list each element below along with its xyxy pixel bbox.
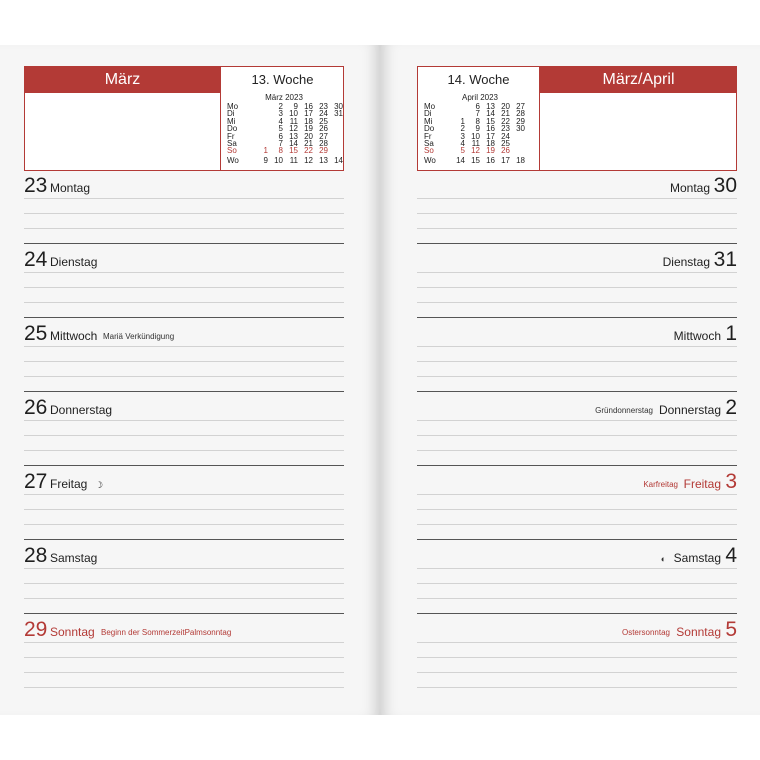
writing-line — [24, 568, 344, 569]
writing-line — [24, 213, 344, 214]
day-block — [417, 469, 737, 543]
mini-calendar-date — [253, 110, 268, 117]
mini-calendar-date: 19 — [304, 124, 313, 134]
mini-calendar-weekday: Sa — [424, 139, 434, 149]
mini-calendar-date — [328, 147, 343, 154]
writing-line — [24, 642, 344, 643]
day-separator — [24, 243, 344, 244]
day-block — [24, 395, 344, 469]
mini-calendar-date: 19 — [486, 146, 495, 156]
weekday-name: Mittwoch — [50, 329, 98, 343]
mini-calendar-date: 29 — [516, 116, 525, 126]
writing-line — [417, 213, 737, 214]
left-month-band: März — [25, 67, 220, 93]
mini-calendar-date: 23 — [319, 102, 328, 111]
mini-calendar-date: 3 — [278, 109, 283, 119]
day-block — [417, 395, 737, 469]
day-note: Karfreitag — [643, 480, 678, 489]
day-separator — [417, 391, 737, 392]
mini-calendar-date: 26 — [319, 124, 328, 134]
mini-calendar-date — [328, 125, 343, 132]
mini-calendar-weekday: Do — [227, 124, 238, 134]
mini-calendar-date: 16 — [304, 102, 313, 111]
mini-calendar-date: 7 — [475, 109, 480, 119]
mini-calendar-date — [328, 118, 343, 125]
day-block — [24, 469, 344, 543]
mini-calendar-date: 18 — [486, 139, 495, 149]
day-number: 30 — [713, 174, 737, 197]
mini-calendar-date: 30 — [516, 124, 525, 134]
mini-calendar-date: 31 — [334, 109, 343, 119]
mini-calendar-date: 17 — [486, 131, 495, 141]
mini-calendar-week-number: 11 — [289, 155, 298, 165]
writing-line — [417, 687, 737, 688]
mini-calendar-week-number: 17 — [501, 155, 510, 165]
mini-calendar-date: 1 — [460, 116, 465, 126]
mini-calendar-date: 27 — [319, 131, 328, 141]
day-number: 4 — [725, 544, 737, 567]
day-number: 25 — [24, 322, 48, 345]
mini-calendar-week-row — [422, 155, 525, 164]
mini-calendar-date — [328, 140, 343, 147]
day-note: Ostersonntag — [621, 628, 670, 637]
writing-line — [24, 524, 344, 525]
left-header — [24, 66, 344, 171]
mini-calendar-date: 6 — [475, 102, 480, 111]
writing-line — [417, 672, 737, 673]
mini-calendar-date: 4 — [278, 116, 283, 126]
mini-calendar-date: 1 — [263, 146, 268, 156]
moon-phase-icon: ☽ — [95, 480, 104, 490]
day-number: 27 — [24, 470, 48, 493]
mini-calendar-week-number: 10 — [274, 155, 283, 165]
mini-calendar-row — [225, 147, 343, 154]
mini-calendar-week-number: 14 — [456, 155, 465, 165]
writing-line — [24, 272, 344, 273]
mini-calendar-date: 12 — [289, 124, 298, 134]
day-number: 31 — [713, 248, 737, 271]
mini-calendar-date: 30 — [334, 102, 343, 111]
mini-calendar-date: 16 — [486, 124, 495, 134]
day-block — [24, 173, 344, 247]
mini-calendar-date — [450, 103, 465, 110]
mini-calendar-date: 5 — [460, 146, 465, 156]
mini-calendar-date: 18 — [304, 116, 313, 126]
mini-calendar-week-number: 18 — [516, 155, 525, 165]
writing-line — [24, 657, 344, 658]
day-number: 24 — [24, 248, 48, 271]
right-page — [380, 45, 760, 715]
day-separator — [417, 317, 737, 318]
mini-calendar-date: 15 — [486, 116, 495, 126]
mini-calendar-weekday: Mi — [227, 116, 236, 126]
mini-calendar-date: 23 — [501, 124, 510, 134]
mini-calendar-week-label: Wo — [424, 155, 436, 165]
mini-calendar-date: 2 — [460, 124, 465, 134]
writing-line — [24, 361, 344, 362]
writing-line — [417, 657, 737, 658]
writing-line — [24, 420, 344, 421]
mini-calendar-weekday: Mo — [424, 102, 436, 111]
mini-calendar-date: 9 — [475, 124, 480, 134]
day-note: Gründonnerstag — [595, 406, 653, 415]
day-number: 5 — [725, 618, 737, 641]
mini-calendar-date — [510, 147, 525, 154]
mini-calendar-date: 11 — [289, 116, 298, 126]
mini-calendar-date — [253, 133, 268, 140]
writing-line — [417, 346, 737, 347]
writing-line — [24, 687, 344, 688]
weekday-name: Freitag — [50, 477, 88, 491]
left-page — [0, 45, 380, 715]
mini-calendar-title: April 2023 — [461, 93, 499, 102]
mini-calendar-weekday: Di — [227, 109, 235, 119]
mini-calendar-date: 22 — [501, 116, 510, 126]
mini-calendar-weekday: So — [227, 146, 237, 156]
mini-calendar-date: 17 — [304, 109, 313, 119]
weekday-name: Dienstag — [50, 255, 98, 269]
writing-line — [417, 420, 737, 421]
day-separator — [24, 391, 344, 392]
day-number: 26 — [24, 396, 48, 419]
day-block — [417, 247, 737, 321]
mini-calendar-week-number: 12 — [304, 155, 313, 165]
mini-calendar-week-number: 16 — [486, 155, 495, 165]
mini-calendar-date: 5 — [278, 124, 283, 134]
writing-line — [417, 361, 737, 362]
mini-calendar-date — [510, 133, 525, 140]
mini-calendar-date: 29 — [319, 146, 328, 156]
weekday-name: Donnerstag — [658, 403, 721, 417]
mini-calendar-date: 28 — [516, 109, 525, 119]
left-mini-calendar — [225, 93, 343, 164]
mini-calendar-date: 24 — [501, 131, 510, 141]
right-mini-calendar — [422, 93, 538, 164]
mini-calendar-date — [328, 133, 343, 140]
mini-calendar-date: 12 — [471, 146, 480, 156]
planner-spread — [0, 45, 760, 715]
day-separator — [24, 317, 344, 318]
mini-calendar-week-row — [225, 155, 343, 164]
writing-line — [24, 198, 344, 199]
writing-line — [417, 272, 737, 273]
mini-calendar-date: 6 — [278, 131, 283, 141]
mini-calendar-date: 25 — [501, 139, 510, 149]
mini-calendar-date — [253, 125, 268, 132]
day-number: 3 — [725, 470, 737, 493]
mini-calendar-date: 11 — [471, 139, 480, 149]
mini-calendar-date: 8 — [278, 146, 283, 156]
mini-calendar-date — [510, 140, 525, 147]
writing-line — [24, 287, 344, 288]
day-separator — [24, 465, 344, 466]
mini-calendar-date — [253, 103, 268, 110]
writing-line — [24, 509, 344, 510]
mini-calendar-weekday: Fr — [227, 131, 235, 141]
right-week-label: 14. Woche — [447, 72, 510, 87]
day-block — [417, 543, 737, 617]
day-separator — [417, 465, 737, 466]
day-number: 29 — [24, 618, 48, 641]
mini-calendar-date: 4 — [460, 139, 465, 149]
weekday-name: Samstag — [50, 551, 98, 565]
day-block — [417, 321, 737, 395]
writing-line — [24, 450, 344, 451]
mini-calendar-date: 27 — [516, 102, 525, 111]
mini-calendar-row — [422, 147, 525, 154]
writing-line — [417, 228, 737, 229]
mini-calendar-date: 14 — [486, 109, 495, 119]
writing-line — [417, 598, 737, 599]
writing-line — [417, 302, 737, 303]
day-note: Beginn der SommerzeitPalmsonntag — [101, 628, 232, 637]
writing-line — [24, 494, 344, 495]
writing-line — [24, 346, 344, 347]
right-header — [417, 66, 737, 171]
writing-line — [417, 198, 737, 199]
mini-calendar-date: 20 — [304, 131, 313, 141]
mini-calendar-date: 13 — [486, 102, 495, 111]
mini-calendar-date: 20 — [501, 102, 510, 111]
day-separator — [417, 613, 737, 614]
writing-line — [417, 494, 737, 495]
writing-line — [24, 583, 344, 584]
right-month-band: März/April — [540, 67, 737, 93]
mini-calendar-date — [253, 118, 268, 125]
day-block — [24, 321, 344, 395]
mini-calendar-week-number: 14 — [334, 155, 343, 165]
mini-calendar-date: 10 — [289, 109, 298, 119]
writing-line — [24, 228, 344, 229]
day-number: 23 — [24, 174, 48, 197]
writing-line — [24, 435, 344, 436]
writing-line — [24, 598, 344, 599]
mini-calendar-weekday: Di — [424, 109, 432, 119]
writing-line — [417, 287, 737, 288]
mini-calendar-week-label: Wo — [227, 155, 239, 165]
weekday-name: Dienstag — [662, 255, 710, 269]
mini-calendar-title: März 2023 — [265, 93, 303, 102]
day-block — [24, 543, 344, 617]
mini-calendar-date: 13 — [289, 131, 298, 141]
writing-line — [417, 509, 737, 510]
moon-phase-icon: ◐ — [660, 554, 666, 564]
day-separator — [417, 539, 737, 540]
weekday-name: Montag — [50, 181, 91, 195]
writing-line — [24, 672, 344, 673]
mini-calendar-date: 21 — [501, 109, 510, 119]
weekday-name: Mittwoch — [673, 329, 721, 343]
day-separator — [417, 243, 737, 244]
day-block — [24, 247, 344, 321]
day-block — [24, 617, 344, 691]
mini-calendar-week-number: 15 — [471, 155, 480, 165]
mini-calendar-date: 21 — [304, 139, 313, 149]
mini-calendar-date: 9 — [293, 102, 298, 111]
writing-line — [417, 642, 737, 643]
mini-calendar-date: 3 — [460, 131, 465, 141]
mini-calendar-weekday: Mi — [424, 116, 433, 126]
mini-calendar-date: 10 — [471, 131, 480, 141]
weekday-name: Samstag — [673, 551, 721, 565]
day-number: 1 — [725, 322, 737, 345]
writing-line — [417, 568, 737, 569]
writing-line — [417, 583, 737, 584]
day-separator — [24, 539, 344, 540]
day-number: 28 — [24, 544, 48, 567]
mini-calendar-date: 7 — [278, 139, 283, 149]
mini-calendar-weekday: Fr — [424, 131, 432, 141]
mini-calendar-date: 2 — [278, 102, 283, 111]
mini-calendar-date: 26 — [501, 146, 510, 156]
writing-line — [417, 435, 737, 436]
day-note: Mariä Verkündigung — [103, 332, 175, 341]
day-number: 2 — [725, 396, 737, 419]
mini-calendar-date: 25 — [319, 116, 328, 126]
mini-calendar-weekday: Sa — [227, 139, 237, 149]
mini-calendar-date: 24 — [319, 109, 328, 119]
mini-calendar-date: 28 — [319, 139, 328, 149]
mini-calendar-week-number: 9 — [263, 155, 268, 165]
writing-line — [417, 376, 737, 377]
mini-calendar-date: 8 — [475, 116, 480, 126]
writing-line — [417, 524, 737, 525]
mini-calendar-weekday: So — [424, 146, 434, 156]
writing-line — [24, 302, 344, 303]
mini-calendar-weekday: Do — [424, 124, 435, 134]
day-block — [417, 617, 737, 691]
day-block — [417, 173, 737, 247]
weekday-name: Sonntag — [676, 625, 721, 639]
weekday-name: Montag — [669, 181, 710, 195]
mini-calendar-date: 22 — [304, 146, 313, 156]
mini-calendar-weekday: Mo — [227, 102, 239, 111]
weekday-name: Sonntag — [50, 625, 95, 639]
mini-calendar-date: 14 — [289, 139, 298, 149]
mini-calendar-week-number: 13 — [319, 155, 328, 165]
weekday-name: Freitag — [683, 477, 721, 491]
weekday-name: Donnerstag — [50, 403, 113, 417]
writing-line — [24, 376, 344, 377]
day-separator — [24, 613, 344, 614]
mini-calendar-date: 15 — [289, 146, 298, 156]
writing-line — [417, 450, 737, 451]
left-week-label: 13. Woche — [251, 72, 314, 87]
